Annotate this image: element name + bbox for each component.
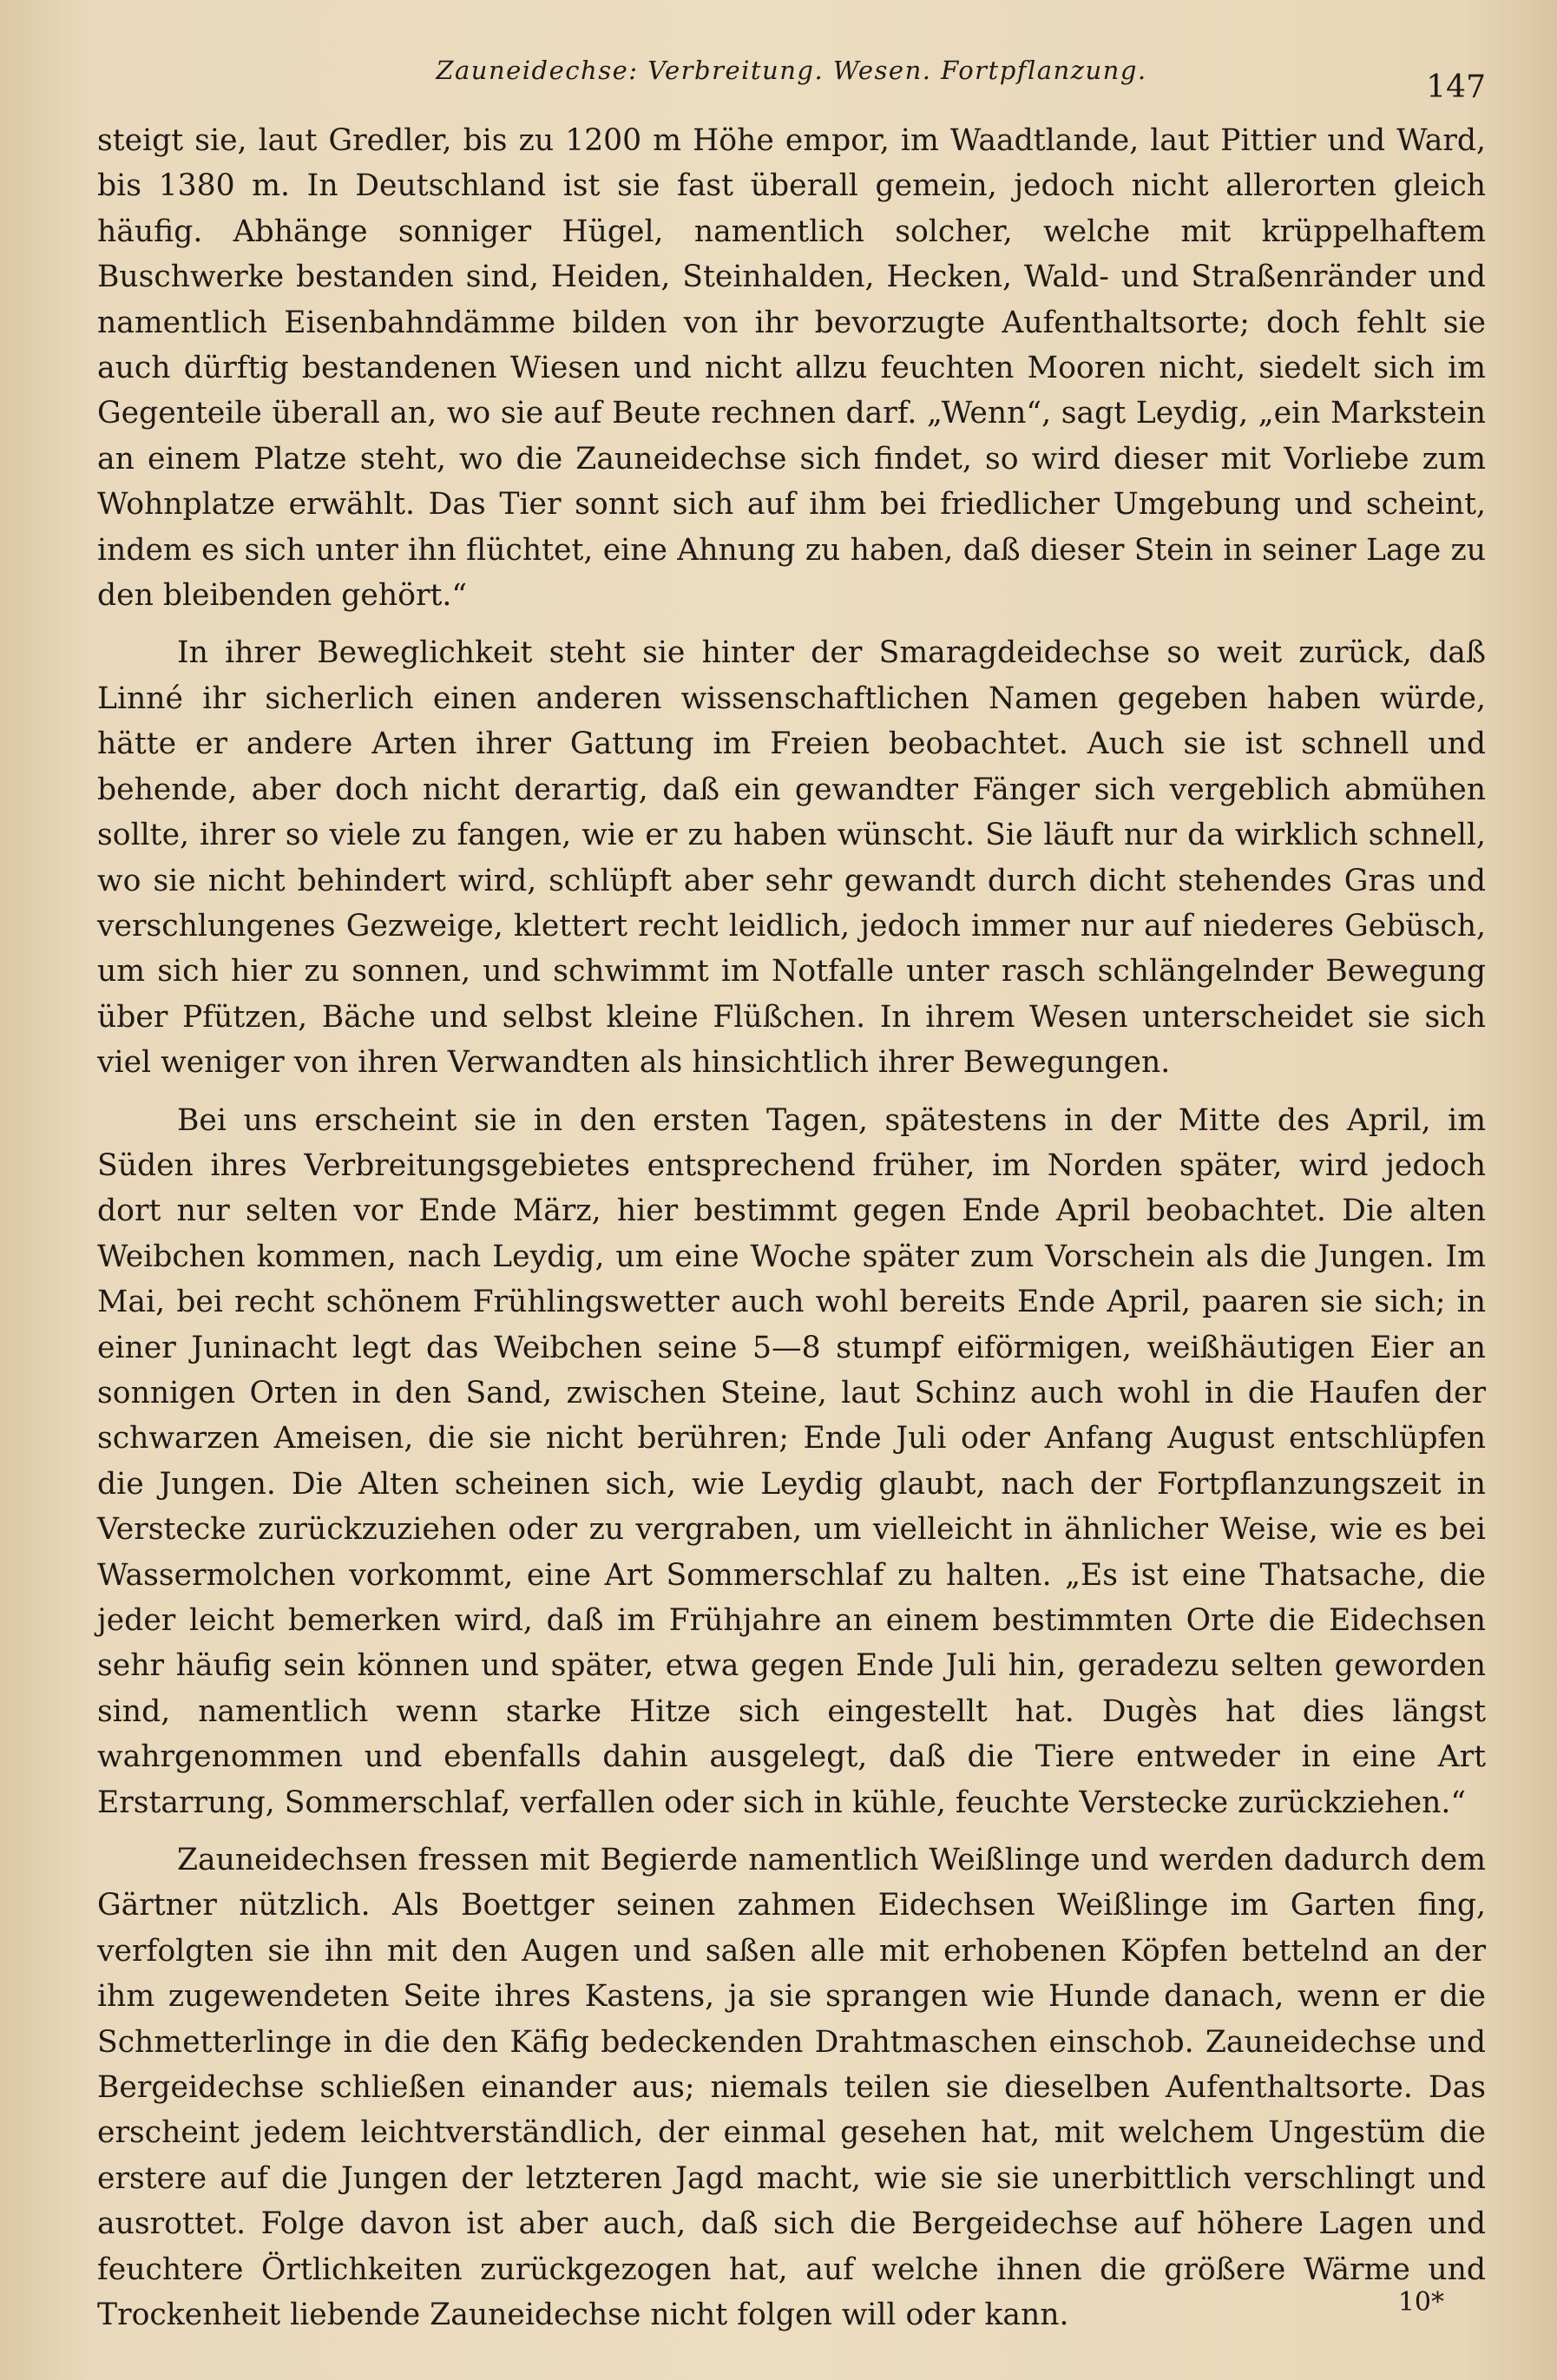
running-head	[97, 52, 1486, 113]
running-title: Zauneidechse: Verbreitung. Wesen. Fortpflanzung.	[436, 56, 1147, 85]
page-number: 147	[1426, 69, 1486, 105]
paragraph-reproduction: Bei uns erscheint sie in den ersten Tagen, spätestens in der Mitte des April, im Süden ihres Verbreitungsgebietes entsprechend früher, im Norden später, wird jedoch dort nur selten vor Ende März, hier bestimmt gegen Ende April beobachtet. Die alten Weibchen kommen, nach Leydig, um eine Woche später zum Vorschein als die Jungen. Im Mai, bei recht schönem Frühlingswetter auch wohl bereits Ende April, paaren sie sich; in einer Juninacht legt das Weibchen seine 5—8 stumpf eiförmigen, weißhäutigen Eier an sonnigen Orten in den Sand, zwischen Steine, laut Schinz auch wohl in die Haufen der schwarzen Ameisen, die sie nicht berühren; Ende Juli oder Anfang August entschlüpfen die Jungen. Die Alten scheinen sich, wie Leydig glaubt, nach der Fortpflanzungszeit in Verstecke zurückzuziehen oder zu vergraben, um vielleicht in ähnlicher Weise, wie es bei Wassermolchen vorkommt, eine Art Sommerschlaf zu halten. „Es ist eine Thatsache, die jeder leicht bemerken wird, daß im Frühjahre an einem bestimmten Orte die Eidechsen sehr häufig sein können und später, etwa gegen Ende Juli hin, geradezu selten geworden sind, namentlich wenn starke Hitze sich eingestellt hat. Dugès hat dies längst wahrgenommen und ebenfalls dahin ausgelegt, daß die Tiere entweder in eine Art Erstarrung, Sommerschlaf, verfallen oder sich in kühle, feuchte Verstecke zurückziehen.“	[97, 1102, 1486, 1820]
paragraph-continuation: steigt sie, laut Gredler, bis zu 1200 m Höhe empor, im Waadtlande, laut Pittier und Ward, bis 1380 m. In Deutschland ist sie fast überall gemein, jedoch nicht allerorten gleich häufig. Abhänge sonniger Hügel, namentlich solcher, welche mit krüppelhaftem Buschwerke bestanden sind, Heiden, Steinhalden, Hecken, Wald- und Straßenränder und namentlich Eisenbahndämme bilden von ihr bevorzugte Aufenthaltsorte; doch fehlt sie auch dürftig bestandenen Wiesen und nicht allzu feuchten Mooren nicht, siedelt sich im Gegenteile überall an, wo sie auf Beute rechnen darf. „Wenn“, sagt Leydig, „ein Markstein an einem Platze steht, wo die Zauneidechse sich findet, so wird dieser mit Vorliebe zum Wohnplatze erwählt. Das Tier sonnt sich auf ihm bei friedlicher Umgebung und scheint, indem es sich unter ihn flüchtet, eine Ahnung zu haben, daß dieser Stein in seiner Lage zu den bleibenden gehört.“	[97, 123, 1486, 614]
book-page	[97, 52, 1486, 2344]
paragraph-mobility: In ihrer Beweglichkeit steht sie hinter der Smaragdeidechse so weit zurück, daß Linné ihr sicherlich einen anderen wissenschaftlichen Namen gegeben haben würde, hätte er andere Arten ihrer Gattung im Freien beobachtet. Auch sie ist schnell und behende, aber doch nicht derartig, daß ein gewandter Fänger sich vergeblich abmühen sollte, ihrer so viele zu fangen, wie er zu haben wünscht. Sie läuft nur da wirklich schnell, wo sie nicht behindert wird, schlüpft aber sehr gewandt durch dicht stehendes Gras und verschlungenes Gezweige, klettert recht leidlich, jedoch immer nur auf niederes Gebüsch, um sich hier zu sonnen, und schwimmt im Notfalle unter rasch schlängelnder Bewegung über Pfützen, Bäche und selbst kleine Flüßchen. In ihrem Wesen unterscheidet sie sich viel weniger von ihren Verwandten als hinsichtlich ihrer Bewegungen.	[97, 635, 1486, 1081]
signature-mark: 10*	[1397, 2287, 1444, 2318]
paragraph-diet: Zauneidechsen fressen mit Begierde namentlich Weißlinge und werden dadurch dem Gärtner nützlich. Als Boettger seinen zahmen Eidechsen Weißlinge im Garten fing, verfolgten sie ihn mit den Augen und saßen alle mit erhobenen Köpfen bettelnd an der ihm zugewendeten Seite ihres Kastens, ja sie sprangen wie Hunde danach, wenn er die Schmetterlinge in die den Käfig bedeckenden Drahtmaschen einschob. Zauneidechse und Bergeidechse schließen einander aus; niemals teilen sie dieselben Aufenthaltsorte. Das erscheint jedem leichtverständlich, der einmal gesehen hat, mit welchem Ungestüm die erstere auf die Jungen der letzteren Jagd macht, wie sie sie unerbittlich verschlingt und ausrottet. Folge davon ist aber auch, daß sich die Bergeidechse auf höhere Lagen und feuchtere Örtlichkeiten zurückgezogen hat, auf welche ihnen die größere Wärme und Trockenheit liebende Zauneidechse nicht folgen will oder kann.	[97, 1843, 1486, 2333]
body-text	[97, 118, 1486, 2338]
